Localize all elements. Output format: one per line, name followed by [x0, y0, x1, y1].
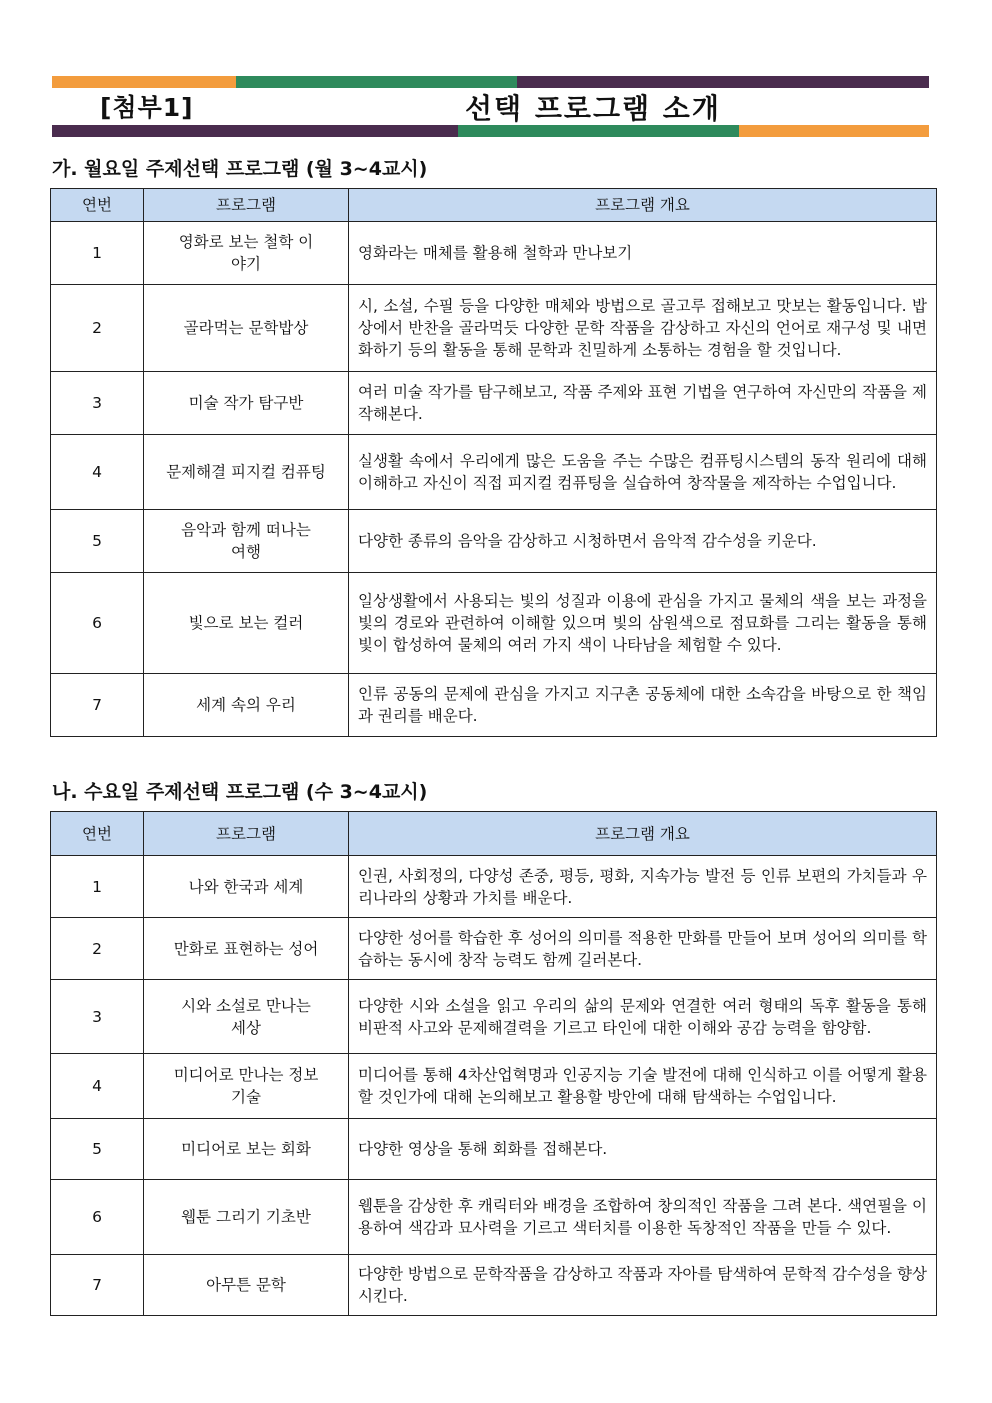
- row-description: 시, 소설, 수필 등을 다양한 매체와 방법으로 골고루 접해보고 맛보는 활동입니다. 밥상에서 반찬을 골라먹듯 다양한 문학 작품을 감상하고 자신의 언어로 재구성 및 내면화하기 등의 활동을 통해 문학과 친밀하게 소통하는 경험을 할 것입니다.: [349, 285, 937, 372]
- header-bar-bottom-purple: [52, 125, 458, 137]
- row-program-name: 미디어로 만나는 정보기술: [144, 1054, 349, 1119]
- row-num: 1: [51, 856, 144, 918]
- monday-program-table: [50, 188, 937, 737]
- row-num: 6: [51, 573, 144, 674]
- header-num: 연번: [51, 189, 144, 222]
- header-program: 프로그램: [144, 189, 349, 222]
- row-description: 웹툰을 감상한 후 캐릭터와 배경을 조합하여 창의적인 작품을 그려 본다. 색연필을 이용하여 색감과 묘사력을 기르고 색터치를 이용한 독창적인 작품을 만들 수 있다.: [349, 1180, 937, 1255]
- row-num: 3: [51, 980, 144, 1054]
- row-program-name: 아무튼 문학: [144, 1255, 349, 1316]
- row-num: 2: [51, 285, 144, 372]
- table-header-row: [51, 812, 937, 856]
- table-row: [51, 510, 937, 573]
- row-program-name: 문제해결 피지컬 컴퓨팅: [144, 435, 349, 510]
- row-num: 6: [51, 1180, 144, 1255]
- table-row: [51, 856, 937, 918]
- section-title-monday: 가. 월요일 주제선택 프로그램 (월 3~4교시): [52, 158, 428, 180]
- row-program-name: 골라먹는 문학밥상: [144, 285, 349, 372]
- table-row: [51, 1180, 937, 1255]
- header-overview: 프로그램 개요: [349, 812, 937, 856]
- header-bar-bottom-orange: [739, 125, 929, 137]
- row-num: 3: [51, 372, 144, 435]
- row-num: 1: [51, 222, 144, 285]
- row-num: 5: [51, 510, 144, 573]
- row-description: 미디어를 통해 4차산업혁명과 인공지능 기술 발전에 대해 인식하고 이를 어떻게 활용할 것인가에 대해 논의해보고 활용할 방안에 대해 탐색하는 수업입니다.: [349, 1054, 937, 1119]
- table-row: [51, 1255, 937, 1316]
- table-header-row: [51, 189, 937, 222]
- row-description: 다양한 방법으로 문학작품을 감상하고 작품과 자아를 탐색하여 문학적 감수성을 향상시킨다.: [349, 1255, 937, 1316]
- row-num: 7: [51, 674, 144, 737]
- row-program-name: 미디어로 보는 회화: [144, 1119, 349, 1180]
- header-overview: 프로그램 개요: [349, 189, 937, 222]
- row-program-name: 빛으로 보는 컬러: [144, 573, 349, 674]
- table-row: [51, 1054, 937, 1119]
- table-row: [51, 435, 937, 510]
- row-num: 4: [51, 435, 144, 510]
- row-num: 7: [51, 1255, 144, 1316]
- table-row: [51, 372, 937, 435]
- row-description: 인류 공동의 문제에 관심을 가지고 지구촌 공동체에 대한 소속감을 바탕으로 한 책임과 권리를 배운다.: [349, 674, 937, 737]
- header-bar-bottom-green: [458, 125, 739, 137]
- row-program-name: 웹툰 그리기 기초반: [144, 1180, 349, 1255]
- row-num: 5: [51, 1119, 144, 1180]
- table-row: [51, 1119, 937, 1180]
- document-title: 선택 프로그램 소개: [465, 92, 721, 125]
- header-bar-top-orange: [52, 76, 236, 88]
- row-description: 여러 미술 작가를 탐구해보고, 작품 주제와 표현 기법을 연구하여 자신만의 작품을 제작해본다.: [349, 372, 937, 435]
- row-program-name: 미술 작가 탐구반: [144, 372, 349, 435]
- row-description: 인권, 사회정의, 다양성 존중, 평등, 평화, 지속가능 발전 등 인류 보편의 가치들과 우리나라의 상황과 가치를 배운다.: [349, 856, 937, 918]
- row-description: 일상생활에서 사용되는 빛의 성질과 이용에 관심을 가지고 물체의 색을 보는 과정을 빛의 경로와 관련하여 이해할 있으며 빛의 삼원색으로 점묘화를 그리는 활동을 통해 빛이 합성하여 물체의 여러 가지 색이 나타남을 체험할 수 있다.: [349, 573, 937, 674]
- attachment-label: [첨부1]: [100, 93, 194, 122]
- row-description: 다양한 시와 소설을 읽고 우리의 삶의 문제와 연결한 여러 형태의 독후 활동을 통해 비판적 사고와 문제해결력을 기르고 타인에 대한 이해와 공감 능력을 함양함.: [349, 980, 937, 1054]
- table-row: [51, 980, 937, 1054]
- header-num: 연번: [51, 812, 144, 856]
- row-num: 4: [51, 1054, 144, 1119]
- row-program-name: 영화로 보는 철학 이야기: [144, 222, 349, 285]
- header-program: 프로그램: [144, 812, 349, 856]
- row-program-name: 세계 속의 우리: [144, 674, 349, 737]
- row-description: 다양한 종류의 음악을 감상하고 시청하면서 음악적 감수성을 키운다.: [349, 510, 937, 573]
- row-program-name: 만화로 표현하는 성어: [144, 918, 349, 980]
- row-description: 다양한 영상을 통해 회화를 접해본다.: [349, 1119, 937, 1180]
- table-row: [51, 222, 937, 285]
- row-program-name: 나와 한국과 세계: [144, 856, 349, 918]
- section-title-wednesday: 나. 수요일 주제선택 프로그램 (수 3~4교시): [52, 781, 428, 803]
- table-row: [51, 285, 937, 372]
- wednesday-program-table: [50, 811, 937, 1316]
- row-description: 다양한 성어를 학습한 후 성어의 의미를 적용한 만화를 만들어 보며 성어의 의미를 학습하는 동시에 창작 능력도 함께 길러본다.: [349, 918, 937, 980]
- row-description: 영화라는 매체를 활용해 철학과 만나보기: [349, 222, 937, 285]
- row-num: 2: [51, 918, 144, 980]
- row-program-name: 시와 소설로 만나는 세상: [144, 980, 349, 1054]
- table-row: [51, 918, 937, 980]
- table-row: [51, 573, 937, 674]
- row-program-name: 음악과 함께 떠나는 여행: [144, 510, 349, 573]
- row-description: 실생활 속에서 우리에게 많은 도움을 주는 수많은 컴퓨팅시스템의 동작 원리에 대해 이해하고 자신이 직접 피지컬 컴퓨팅을 실습하여 창작물을 제작하는 수업입니다.: [349, 435, 937, 510]
- table-row: [51, 674, 937, 737]
